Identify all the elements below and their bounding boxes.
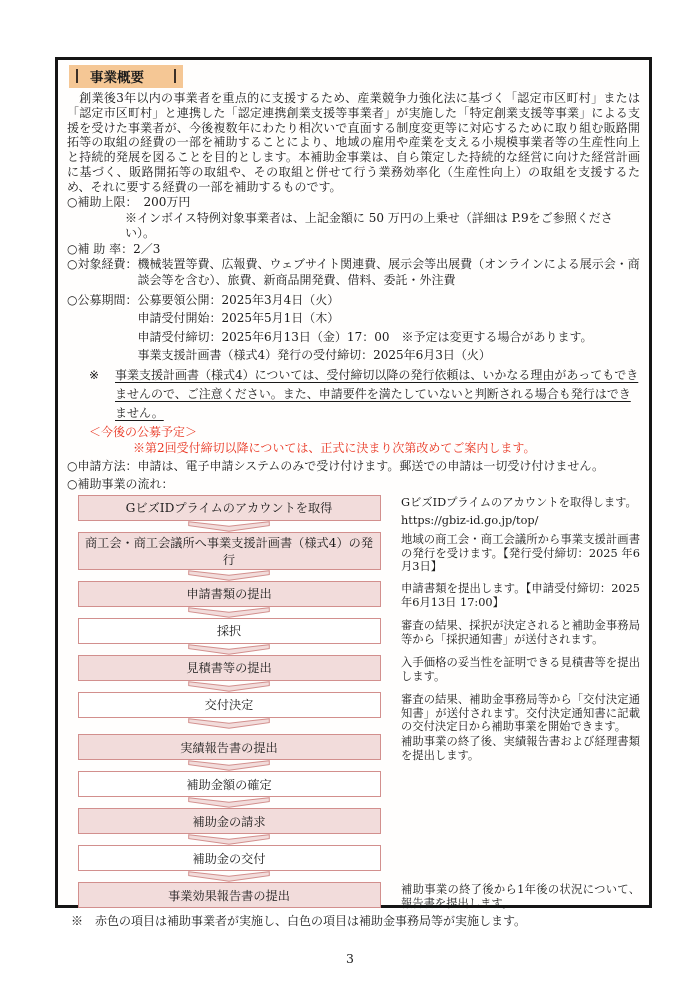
- flow-row: [67, 808, 640, 845]
- flow-step-box: [78, 618, 381, 644]
- flow-row-left: [73, 618, 385, 655]
- flow-arrow-down-icon: [188, 797, 270, 808]
- overview-paragraph: 創業後3年以内の事業者を重点的に支援するため、産業競争力強化法に基づく「認定市区町村」または「認定市区町村」と連携した「認定連携創業支援等事業者」が実施した「特定創業支援等事業」による支援を受けた事業者が、今後複数年にわたり相次いで直面する制度変更等に対応するために取り組む販路開拓等の取組の経費の一部を補助することにより、地域の雇用や産業を支える小規模事業者等の生産性向上と持続的発展を図ることを目的とします。本補助金事業は、自ら策定した持続的な経営に向けた経営計画に基づく、販路開拓等の取組や、その取組と併せて行う業務効率化（生産性向上）の取組を支援するため、それに要する経費の一部を補助するものです。: [67, 91, 640, 194]
- title-bar-left: [76, 69, 78, 83]
- flow-row: [67, 495, 640, 532]
- flow-step-note: [385, 532, 640, 574]
- flow-step-note: [385, 581, 640, 610]
- flow-note-line: 補助事業の終了後、実績報告書および経理書類を提出します。: [401, 735, 640, 762]
- flow-arrow-down-icon: [188, 834, 270, 845]
- eligible-expenses-label: ○対象経費：: [67, 257, 138, 272]
- flow-arrow-down-icon: [188, 760, 270, 771]
- flow-step-box: [78, 532, 381, 570]
- flow-row-left: [73, 532, 385, 581]
- flow-legend: ※ 赤色の項目は補助事業者が実施し、白色の項目は補助金事務局等が実施します。: [71, 913, 527, 928]
- flow-row-left: [73, 771, 385, 808]
- flow-step-label: 補助金の交付: [192, 851, 266, 866]
- flow-row-left: [73, 495, 385, 532]
- subsidy-rate-line: ○補 助 率：2／3: [67, 241, 161, 256]
- form4-warning-block: [89, 366, 640, 423]
- application-period-lines: [137, 291, 640, 365]
- flow-step-box: [78, 845, 381, 871]
- flow-step-note: [385, 655, 640, 684]
- flow-step-label: GビズIDプライムのアカウントを取得: [125, 501, 333, 516]
- flow-step-note: [385, 495, 640, 528]
- flow-step-label: 採択: [216, 624, 242, 639]
- flow-row-left: [73, 845, 385, 882]
- flow-row: [67, 618, 640, 655]
- flow-step-label: 交付決定: [204, 698, 254, 713]
- flow-note-line: 申請書類を提出します。【申請受付締切：2025 年6月13日 17:00】: [401, 581, 640, 609]
- flow-step-box: [78, 771, 381, 797]
- flow-note-line: GビズIDプライムのアカウントを取得します。: [401, 495, 637, 509]
- flow-row-left: [73, 734, 385, 771]
- flow-note-line: 補助事業の終了後から1年後の状況について、報告書を提出します。: [401, 883, 640, 910]
- future-schedule-heading: ＜今後の公募予定＞: [89, 424, 198, 439]
- flow-step-note: [385, 734, 640, 763]
- flow-row-left: [73, 808, 385, 845]
- flow-arrow-down-icon: [188, 570, 270, 581]
- application-method-line: ○申請方法：申請は、電子申請システムのみで受け付けます。郵送での申請は一切受け付けません。: [67, 458, 605, 473]
- flow-step-box: [78, 734, 381, 760]
- flow-step-note: [385, 808, 640, 809]
- flow-diagram: [67, 495, 640, 911]
- flow-row-left: [73, 692, 385, 729]
- flow-step-label: 実績報告書の提出: [180, 740, 278, 755]
- flow-row: [67, 655, 640, 692]
- eligible-expenses-text: 機械装置等費、広報費、ウェブサイト関連費、展示会等出展費（オンラインによる展示会・商談会等を含む）、旅費、新商品開発費、借料、委託・外注費: [137, 257, 640, 287]
- flow-step-box: [78, 692, 381, 718]
- flow-step-note: [385, 692, 640, 734]
- flow-arrow-down-icon: [188, 607, 270, 618]
- flow-row: [67, 845, 640, 882]
- subsidy-limit-line: ○補助上限： 200万円: [67, 195, 191, 210]
- flow-row: [67, 882, 640, 911]
- flow-row: [67, 734, 640, 771]
- flow-step-box: [78, 655, 381, 681]
- flow-arrow-down-icon: [188, 644, 270, 655]
- flow-row: [67, 771, 640, 808]
- period-form4-deadline: 事業支援計画書（様式4）発行の受付締切：2025年6月3日（火）: [137, 348, 491, 363]
- flow-step-label: 申請書類の提出: [186, 587, 272, 602]
- flow-step-label: 補助金額の確定: [186, 777, 272, 792]
- flow-row: [67, 532, 640, 581]
- period-accept-start: 申請受付開始：2025年5月1日（木）: [137, 311, 340, 326]
- flow-arrow-down-icon: [188, 681, 270, 692]
- section-title-row: [69, 65, 640, 88]
- flow-row: [67, 692, 640, 734]
- flow-step-note: [385, 845, 640, 846]
- flow-step-box: [78, 882, 381, 908]
- flow-step-label: 補助金の請求: [192, 814, 266, 829]
- flow-step-label: 商工会・商工会議所へ事業支援計画書（様式4）の発行: [84, 535, 374, 567]
- flow-step-note: [385, 771, 640, 772]
- form4-warning-marker: ※: [89, 367, 100, 382]
- flow-note-line: 審査の結果、補助金事務局等から「交付決定通知書」が送付されます。交付決定通知書に記載の交付決定日から補助事業を開始できます。: [401, 692, 640, 734]
- flow-row-left: [73, 882, 385, 908]
- flow-step-label: 事業効果報告書の提出: [168, 888, 290, 903]
- content-frame: [55, 57, 652, 928]
- flow-note-line: https://gbiz-id.go.jp/top/: [401, 513, 539, 527]
- details-section: [67, 195, 640, 493]
- flow-row: [67, 581, 640, 618]
- flow-note-line: 審査の結果、採択が決定されると補助金事務局等から「採択通知書」が送付されます。: [401, 618, 640, 646]
- flow-heading: ○補助事業の流れ：: [67, 477, 174, 492]
- flow-note-line: 入手価格の妥当性を証明できる見積書等を提出します。: [401, 655, 640, 683]
- flow-note-line: 地域の商工会・商工会議所から事業支援計画書の発行を受けます。【発行受付締切：2025 年6月3日】: [401, 532, 640, 574]
- flow-arrow-down-icon: [188, 718, 270, 729]
- flow-step-box: [78, 581, 381, 607]
- page-number: 3: [346, 951, 354, 966]
- flow-step-box: [78, 808, 381, 834]
- period-accept-deadline: 申請受付締切：2025年6月13日（金）17：00 ※予定は変更する場合があります。: [137, 329, 593, 344]
- flow-step-label: 見積書等の提出: [186, 661, 272, 676]
- flow-step-note: [385, 882, 640, 911]
- application-period-block: [67, 291, 640, 365]
- flow-step-note: [385, 618, 640, 647]
- flow-step-box: [78, 495, 381, 521]
- period-guideline-publish: 公募要領公開：2025年3月4日（火）: [137, 292, 340, 307]
- invoice-exception-note: ※インボイス特例対象事業者は、上記金額に 50 万円の上乗せ（詳細は P.9をご参照ください）。: [125, 210, 613, 240]
- flow-row-left: [73, 655, 385, 692]
- future-schedule-note: ※第2回受付締切以降については、正式に決まり次第改めてご案内します。: [133, 441, 536, 456]
- form4-warning-text: 事業支援計画書（様式4）については、受付締切以降の発行依頼は、いかなる理由があってもできませんので、ご注意ください。また、申請要件を満たしていないと判断される場合も発行はできません。: [115, 367, 639, 420]
- title-bar-right: [174, 69, 176, 83]
- flow-arrow-down-icon: [188, 871, 270, 882]
- application-period-label: ○公募期間：: [67, 292, 138, 307]
- section-title-highlight: [69, 65, 183, 88]
- flow-arrow-down-icon: [188, 521, 270, 532]
- flow-row-left: [73, 581, 385, 618]
- eligible-expenses-line: [67, 257, 640, 287]
- page-title: 事業概要: [90, 70, 144, 86]
